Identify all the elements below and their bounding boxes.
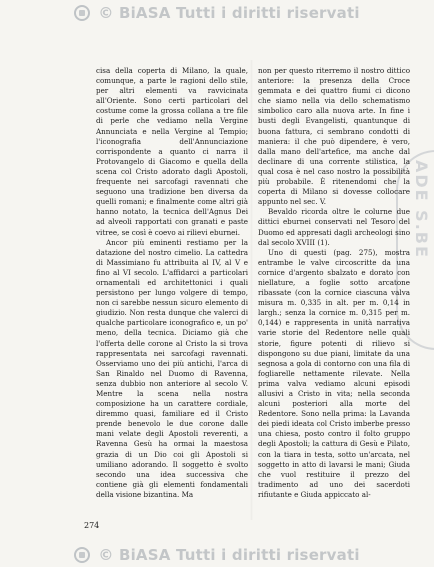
watermark-text-bottom: © BiASA Tutti i diritti riservati	[98, 546, 360, 564]
right-paragraph-2: Bevaldo ricorda oltre le colurne due dittici eburnei conservati nel Tesoro del Duomo ed appresati dagli archeologi sino dal secolo XVIII (1).	[258, 207, 410, 247]
biasa-logo-icon	[74, 547, 90, 563]
watermark-text-top: © BiASA Tutti i diritti riservati	[98, 4, 360, 22]
side-seal-text: ADE S.BE	[412, 160, 431, 259]
column-gutter	[250, 60, 253, 520]
left-paragraph-1: cisa della coperta di Milano, la quale, comunque, a parte le ragioni dello stile, per altri elementi va ravvicinata all'Oriente. Sono certi particolari del costume come la grossa collana a tre file di perle che vediamo nella Vergine Annunciata e nella Vergine al Tempio; l'iconografia dell'Annunciazione corrispondente a quanto ci narra il Protovangelo di Giacomo e quella della scena col Cristo adorato dagli Apostoli, frequente nei sarcofagi ravennati che seguono una tradizione ben diversa da quelli romani; e finalmente come altri già hanno notato, la tecnica dell'Agnus Dei ad alveoli rapportati con granati e paste vitree, se così è coevo ai rilievi eburnei.	[96, 66, 248, 237]
left-column	[96, 66, 248, 500]
page-number: 274	[84, 521, 100, 530]
left-paragraph-2: Ancor più eminenti restiamo per la datazione del nostro cimelio. La cattedra di Massimiano fu attribuita al IV, al V e fino al VI secolo. L'affidarci a particolari ornamentali ed architettonici i quali persistono per lungo volgere di tempo, non ci sarebbe nessun sicuro elemento di giudizio. Non resta dunque che valerci di qualche particolare iconografico e, un po' meno, della tecnica. Diciamo già che l'offerta delle corone al Cristo la si trova rappresentata nei sarcofagi ravennati. Osserviamo uno dei più antichi, l'arca di San Rinaldo nel Duomo di Ravenna, senza dubbio non anteriore al secolo V. Mentre la scena nella nostra composizione ha un carattere cordiale, diremmo quasi, familiare ed il Cristo prende benevolo le due corone dalle mani velate degli Apostoli reverenti, a Ravenna Gesù ha ormai la maestosa grazia di un Dio coi gli Apostoli si umiliano adorando. Il soggetto è svolto secondo una idea successiva che contiene già gli elementi fondamentali della visione bizantina. Ma	[96, 237, 248, 499]
biasa-logo-icon	[74, 5, 90, 21]
watermark-bottom	[0, 544, 434, 566]
right-column	[258, 66, 410, 500]
right-paragraph-3: Uno di questi (pag. 275), mostra entrambe le valve circoscritte da una cornice d'argento sbalzato e dorato con niellature, a foglie sotto arcatone ribassate (con la cornice ciascuna valva misura m. 0,335 in alt. per m. 0,14 in largh.; senza la cornice m. 0,315 per m. 0,144) e rappresenta in unità narrativa varie storie del Redentore nelle quali storie, figure potenti di rilievo si dispongono su due piani, limitate da una segnosa a gola di contorno con una fila di fogliarelle nettamente rilevate. Nella prima valva vediamo alcuni episodi allusivi a Cristo in vita; nella seconda alcuni posteriori alla morte del Redentore. Sono nella prima: la Lavanda dei piedi ideata col Cristo imberbe presso una chiesa, posto contro il folto gruppo degli Apostoli; la cattura di Gesù e Pilato, con la tiara in testa, sotto un'arcata, nel soggetto in atto di lavarsi le mani; Giuda che vuol restituire il prezzo del tradimento ad uno dei sacerdoti rifiutante e Giuda appiccato al-	[258, 247, 410, 499]
right-paragraph-1: non per questo riterremo il nostro dittico anteriore: la presenza della Croce gemmata e dei quattro fiumi ci dicono che siamo nella via dello schematismo simbolico caro alla nuova arte. In fine i busti degli Evangelisti, quantunque di buona fattura, ci sembrano condotti di maniera: il che può dipendere, è vero, dalla mano dell'artefice, ma anche dal declinare di una corrente stilistica, la qual cosa è nel caso nostro la possibilità più probabile. È ritenendomi che la coperta di Milano si dovesse collocare appunto nel sec. V.	[258, 66, 410, 207]
watermark-top	[0, 2, 434, 24]
